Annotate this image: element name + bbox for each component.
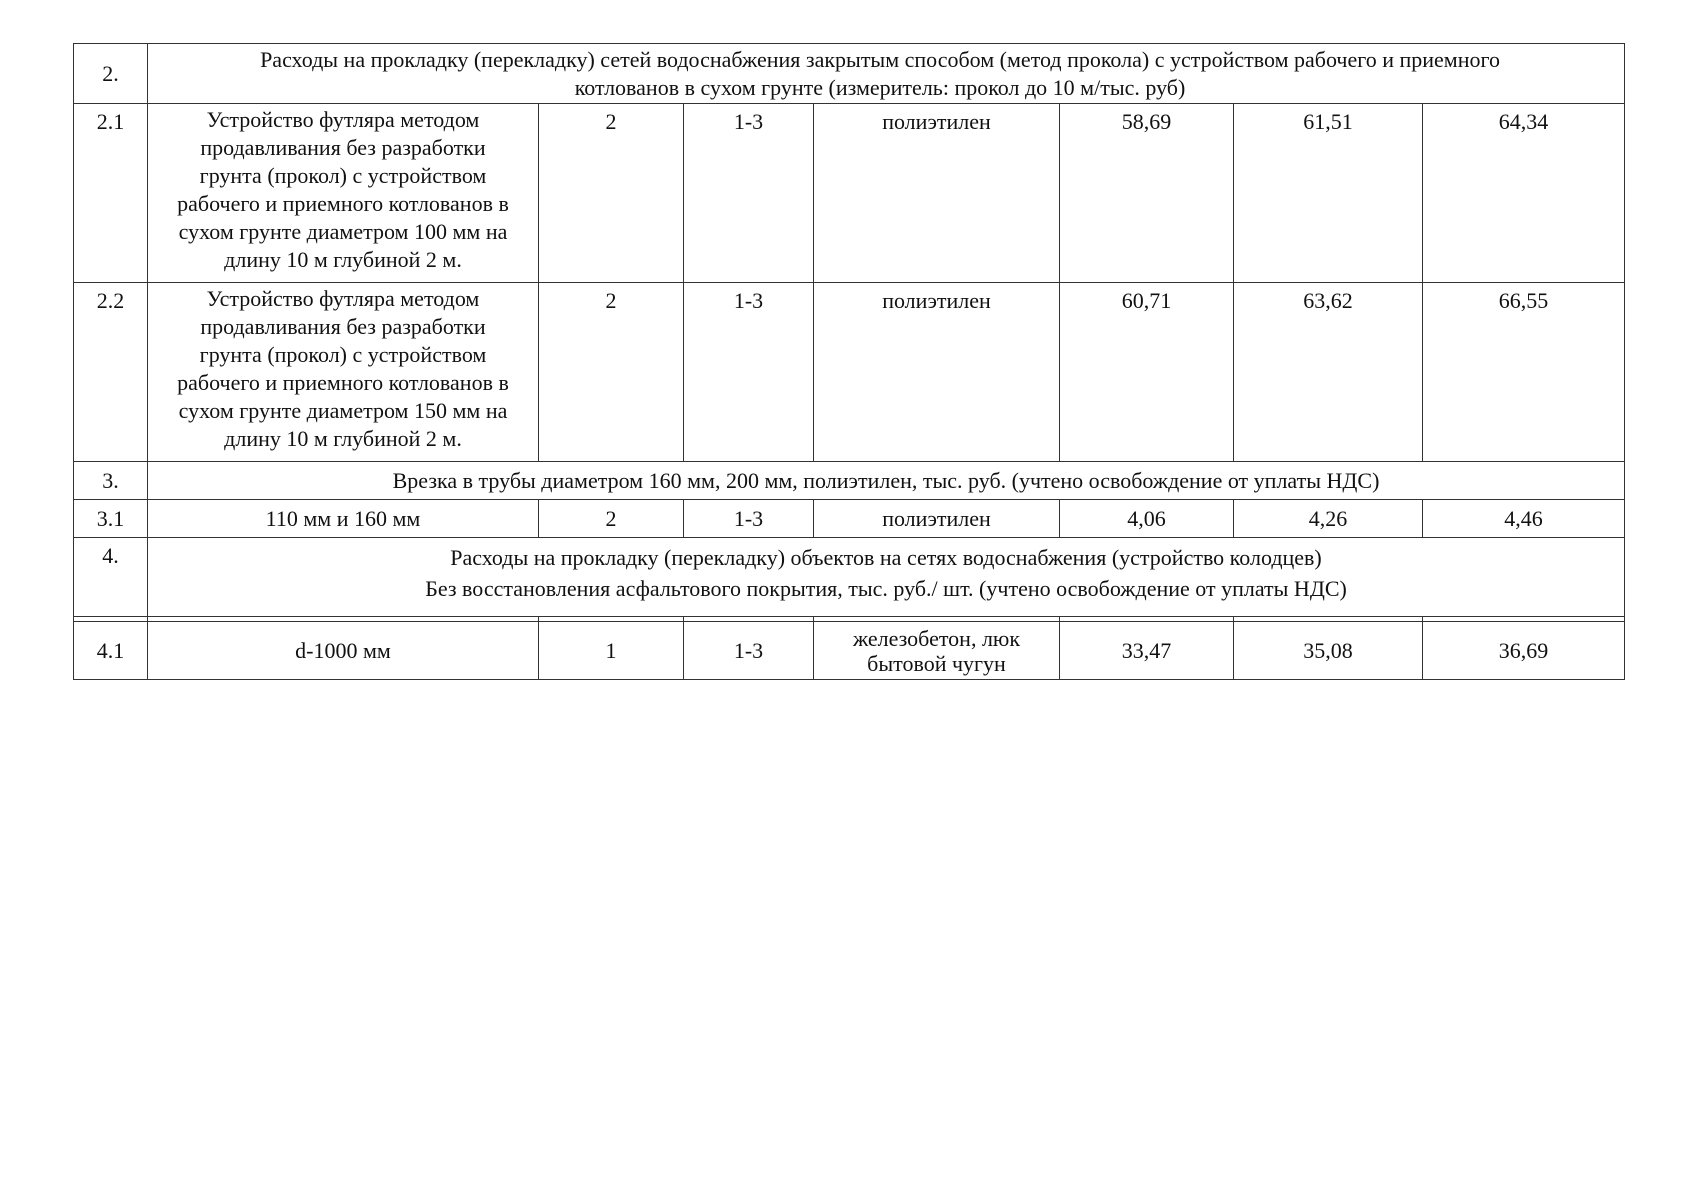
value-cell-2: 63,62 — [1234, 283, 1423, 462]
row-description — [148, 283, 539, 462]
description-line: продавливания без разработки — [200, 314, 486, 339]
section-3-header-row — [74, 462, 1625, 500]
description-line: грунта (прокол) с устройством — [199, 342, 487, 367]
material-line: бытовой чугун — [867, 650, 1006, 676]
value-cell-3: 36,69 — [1423, 622, 1625, 680]
row-number: 2.2 — [74, 283, 148, 462]
quantity-cell: 2 — [539, 283, 684, 462]
value-cell-2: 4,26 — [1234, 500, 1423, 538]
description-line: сухом грунте диаметром 150 мм на — [178, 398, 508, 423]
section-number: 4. — [74, 538, 148, 617]
section-title-line: Без восстановления асфальтового покрытия, тыс. руб./ шт. (учтено освобождение от уплаты НДС) — [425, 576, 1347, 601]
section-title — [148, 538, 1625, 617]
section-title-line: Расходы на прокладку (перекладку) объектов на сетях водоснабжения (устройство колодцев) — [450, 545, 1322, 570]
quantity-cell: 2 — [539, 104, 684, 283]
section-number: 2. — [74, 44, 148, 104]
description-line: грунта (прокол) с устройством — [199, 163, 487, 188]
value-cell-1: 4,06 — [1060, 500, 1234, 538]
quantity-cell: 1 — [539, 622, 684, 680]
description-line: длину 10 м глубиной 2 м. — [224, 426, 462, 451]
row-number: 3.1 — [74, 500, 148, 538]
row-number: 4.1 — [74, 622, 148, 680]
row-description: 110 мм и 160 мм — [148, 500, 539, 538]
value-cell-3: 66,55 — [1423, 283, 1625, 462]
quantity-cell: 2 — [539, 500, 684, 538]
description-line: рабочего и приемного котлованов в — [177, 370, 509, 395]
table-row — [74, 622, 1625, 680]
description-line: длину 10 м глубиной 2 м. — [224, 247, 462, 272]
material-cell: полиэтилен — [814, 104, 1060, 283]
range-cell: 1-3 — [684, 283, 814, 462]
value-cell-3: 64,34 — [1423, 104, 1625, 283]
range-cell: 1-3 — [684, 622, 814, 680]
description-line: Устройство футляра методом — [206, 107, 480, 132]
section-number: 3. — [74, 462, 148, 500]
tariff-table — [73, 43, 1625, 680]
description-line: продавливания без разработки — [200, 135, 486, 160]
material-cell — [814, 622, 1060, 680]
row-description — [148, 104, 539, 283]
material-line: железобетон, люк — [852, 625, 1021, 651]
description-line: рабочего и приемного котлованов в — [177, 191, 509, 216]
section-4-header-row — [74, 538, 1625, 617]
section-title: Врезка в трубы диаметром 160 мм, 200 мм, полиэтилен, тыс. руб. (учтено освобождение от уплаты НДС) — [148, 462, 1625, 500]
value-cell-1: 58,69 — [1060, 104, 1234, 283]
value-cell-2: 35,08 — [1234, 622, 1423, 680]
value-cell-2: 61,51 — [1234, 104, 1423, 283]
section-title — [148, 44, 1625, 104]
row-number: 2.1 — [74, 104, 148, 283]
row-description: d-1000 мм — [148, 622, 539, 680]
value-cell-3: 4,46 — [1423, 500, 1625, 538]
range-cell: 1-3 — [684, 104, 814, 283]
description-line: сухом грунте диаметром 100 мм на — [178, 219, 508, 244]
material-cell: полиэтилен — [814, 283, 1060, 462]
table-row — [74, 500, 1625, 538]
table-row — [74, 283, 1625, 462]
material-cell: полиэтилен — [814, 500, 1060, 538]
description-line: Устройство футляра методом — [206, 286, 480, 311]
section-2-header-row — [74, 44, 1625, 104]
value-cell-1: 33,47 — [1060, 622, 1234, 680]
section-title-line: Расходы на прокладку (перекладку) сетей водоснабжения закрытым способом (метод прокола) с устройством рабочего и приемного — [260, 47, 1500, 72]
table-row — [74, 104, 1625, 283]
range-cell: 1-3 — [684, 500, 814, 538]
section-title-line: котлованов в сухом грунте (измеритель: прокол до 10 м/тыс. руб) — [574, 75, 1186, 100]
value-cell-1: 60,71 — [1060, 283, 1234, 462]
